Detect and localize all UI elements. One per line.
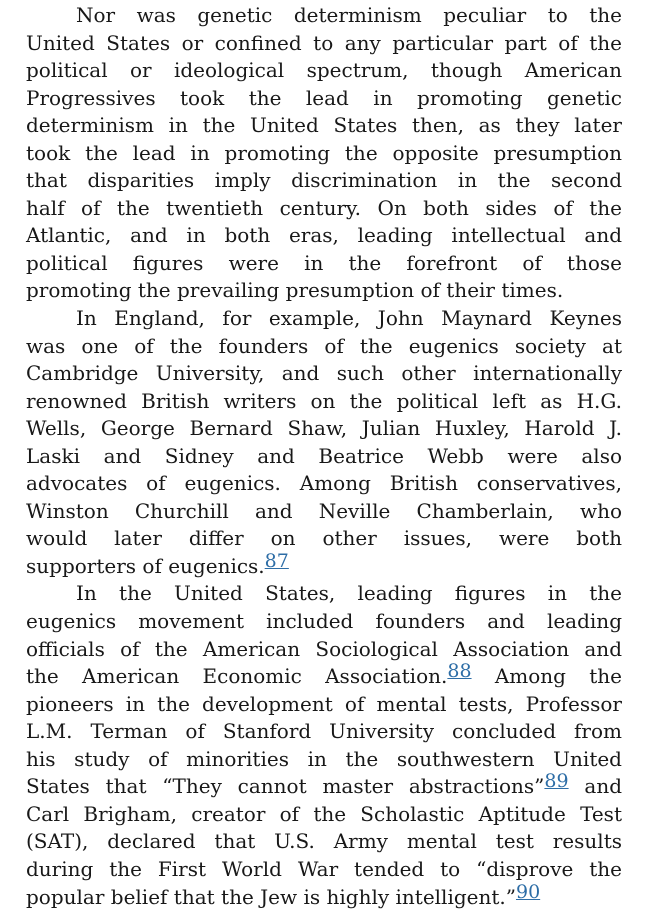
footnote-link-88[interactable]: 88 (447, 660, 472, 683)
text-line (26, 718, 622, 746)
text-run: popular belief that the Jew is highly intelligent.” (26, 884, 516, 909)
text-run: determinism in the United States then, as they later (26, 113, 622, 138)
text-run: promoting the prevailing presumption of their times. (26, 278, 564, 303)
text-line (26, 112, 622, 140)
text-run: supporters of eugenics. (26, 553, 265, 578)
text-line (26, 525, 622, 553)
text-run: political or ideological spectrum, though American (26, 58, 622, 83)
text-line (26, 140, 622, 168)
text-run: Among the (471, 664, 623, 689)
text-line (26, 30, 622, 58)
text-run: L.M. Terman of Stanford University concluded from (26, 719, 622, 744)
text-run: (SAT), declared that U.S. Army mental test results (26, 829, 622, 854)
footnote-link-89[interactable]: 89 (544, 770, 569, 793)
text-line (26, 498, 622, 526)
text-line (26, 828, 622, 856)
text-line (26, 549, 622, 581)
text-run: States that “They cannot master abstractions” (26, 774, 545, 799)
text-run: pioneers in the development of mental tests, Professor (26, 691, 622, 716)
text-line (26, 770, 623, 801)
text-run: Nor was genetic determinism peculiar to the (76, 3, 622, 27)
text-line (26, 57, 622, 85)
text-line (26, 660, 623, 691)
text-line (26, 167, 622, 195)
text-run: political figures were in the forefront of those (26, 250, 622, 275)
text-run: renowned British writers on the political left as H.G. (26, 388, 622, 413)
text-line (26, 388, 622, 416)
text-run: Atlantic, and in both eras, leading intellectual and (26, 223, 622, 248)
text-run: would later differ on other issues, were both (26, 526, 622, 551)
text-run: In the United States, leading figures in the (76, 581, 622, 606)
text-run: advocates of eugenics. Among British conservatives, (26, 471, 622, 496)
text-line (26, 2, 622, 30)
text-run: took the lead in promoting the opposite presumption (26, 140, 622, 165)
text-run: during the First World War tended to “disprove the (26, 856, 622, 881)
text-line (26, 801, 622, 829)
footnote-link-87[interactable]: 87 (264, 549, 289, 572)
text-run: and (568, 774, 623, 799)
text-line (26, 222, 622, 250)
text-run: eugenics movement included founders and leading (26, 609, 622, 634)
text-line (26, 746, 622, 774)
text-line (26, 580, 622, 608)
text-line (26, 636, 622, 664)
text-line (26, 277, 622, 305)
text-run: the American Economic Association. (26, 664, 448, 689)
text-run: half of the twentieth century. On both sides of the (26, 195, 622, 220)
text-line (26, 443, 622, 471)
text-run: that disparities imply discrimination in the second (26, 168, 622, 193)
page-text (26, 2, 622, 911)
footnote-link-90[interactable]: 90 (515, 880, 541, 903)
text-run: United States or confined to any particular part of the (26, 30, 622, 55)
text-line (26, 856, 622, 884)
text-line (26, 691, 622, 719)
text-run: Carl Brigham, creator of the Scholastic Aptitude Test (26, 801, 622, 826)
text-line (26, 360, 622, 388)
text-line (26, 195, 622, 223)
text-run: Cambridge University, and such other internationally (26, 361, 622, 386)
text-run: his study of minorities in the southwestern United (26, 746, 622, 771)
text-line (26, 415, 622, 443)
text-line (26, 85, 622, 113)
text-run: Winston Churchill and Neville Chamberlain, who (26, 498, 622, 523)
text-line (26, 333, 622, 361)
text-line (26, 250, 622, 278)
text-run: Laski and Sidney and Beatrice Webb were also (26, 443, 622, 468)
paragraph-1 (26, 2, 622, 305)
text-line (26, 880, 622, 912)
text-run: was one of the founders of the eugenics society at (26, 333, 622, 358)
text-run: Progressives took the lead in promoting genetic (26, 85, 622, 110)
paragraph-2 (26, 305, 622, 580)
text-run: Wells, George Bernard Shaw, Julian Huxley, Harold J. (26, 416, 622, 441)
text-run: officials of the American Sociological Association and (26, 636, 622, 661)
text-line (26, 608, 622, 636)
text-run: In England, for example, John Maynard Keynes (76, 306, 622, 331)
text-line (26, 470, 622, 498)
text-line (26, 305, 622, 333)
paragraph-3 (26, 580, 622, 911)
